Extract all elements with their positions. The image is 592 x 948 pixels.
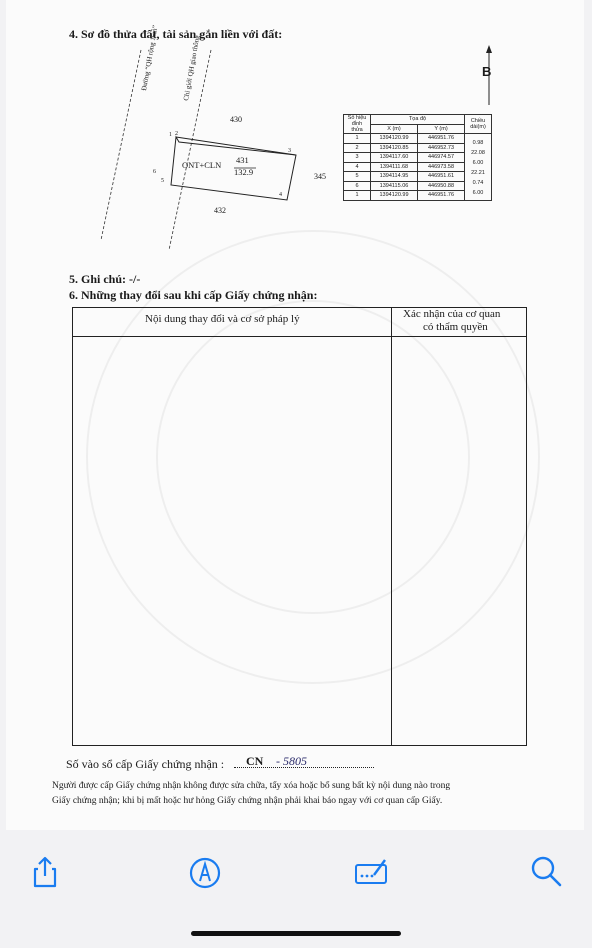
table-cell: 1394120.99: [371, 134, 418, 144]
length-value: 6.00: [472, 190, 484, 196]
changes-col1-header: Nội dung thay đổi và cơ sở pháp lý: [145, 313, 300, 325]
changes-table: [72, 307, 527, 746]
home-indicator[interactable]: [191, 931, 401, 936]
changes-header-divider: [73, 336, 526, 337]
vertex-4: 4: [279, 192, 282, 198]
table-cell: 2: [344, 143, 371, 153]
header-point: Số hiệu đỉnh thửa: [344, 115, 371, 134]
section6-title: 6. Những thay đổi sau khi cấp Giấy chứng nhận:: [69, 288, 318, 302]
road-boundary-label: Chỉ giới QH giao thông: [182, 34, 202, 102]
header-y: Y (m): [418, 124, 465, 134]
parcel-430-label: 430: [230, 115, 242, 124]
table-cell: 1394111.68: [371, 162, 418, 172]
parcel-number: 431: [236, 155, 249, 165]
length-value: 22.08: [471, 150, 485, 156]
markup-icon[interactable]: [188, 856, 222, 890]
signature-icon[interactable]: [354, 855, 388, 889]
table-cell: 446950.88: [418, 181, 465, 191]
register-dotted-line: [234, 767, 374, 768]
header-coord: Tọa độ: [371, 115, 465, 125]
section5-title: 5. Ghi chú: -/-: [69, 272, 141, 286]
vertex-2: 2: [175, 131, 178, 137]
table-cell: 1: [344, 191, 371, 201]
table-cell: 446951.76: [418, 191, 465, 201]
length-value: 22.21: [471, 170, 485, 176]
length-value: 0.98: [472, 140, 484, 146]
table-cell: 446951.61: [418, 172, 465, 182]
share-icon[interactable]: [28, 855, 62, 889]
document-page: [6, 0, 584, 830]
parcel-land-use: ONT+CLN: [182, 160, 222, 170]
note-line-2: Giấy chứng nhận; khi bị mất hoặc hư hỏng Giấy chứng nhận phải khai báo ngay với cơ quan cấp Giấy.: [52, 796, 443, 806]
changes-col2-header-2: có thẩm quyền: [423, 321, 488, 333]
parcel-432-label: 432: [214, 206, 226, 215]
search-icon[interactable]: [529, 854, 563, 888]
header-length: Chiều dài(m): [465, 115, 492, 134]
vertex-1: 1: [169, 132, 172, 138]
vertex-3: 3: [288, 148, 291, 154]
changes-col2-header-1: Xác nhận của cơ quan: [403, 308, 501, 320]
road-label: Đường “QH rộng 16m”: [140, 24, 160, 92]
length-value: 0.74: [472, 180, 484, 186]
register-value: CN: [246, 754, 264, 768]
table-cell: 1394120.99: [371, 191, 418, 201]
table-cell: 6: [344, 181, 371, 191]
changes-column-content: [73, 308, 392, 745]
note-line-1: Người được cấp Giấy chứng nhận không được sửa chữa, tẩy xóa hoặc bổ sung bất kỳ nội dung nào trong: [52, 781, 451, 791]
parcel-area: 132.9: [234, 167, 254, 177]
register-label: Số vào sổ cấp Giấy chứng nhận :: [66, 757, 225, 771]
parcel-345-label: 345: [314, 172, 326, 181]
vertex-5: 5: [161, 178, 164, 184]
table-cell: 5: [344, 172, 371, 182]
table-cell: 446952.73: [418, 143, 465, 153]
table-cell: 1394115.06: [371, 181, 418, 191]
table-cell: 446973.58: [418, 162, 465, 172]
table-cell: 4: [344, 162, 371, 172]
table-cell: 1394120.85: [371, 143, 418, 153]
length-value: 6.00: [472, 160, 484, 166]
table-cell: 446951.76: [418, 134, 465, 144]
length-column: [465, 134, 492, 201]
table-cell: 1394114.95: [371, 172, 418, 182]
table-cell: 446974.57: [418, 153, 465, 163]
header-x: X (m): [371, 124, 418, 134]
vertex-6: 6: [153, 169, 156, 175]
register-handwritten: - 5805: [276, 754, 307, 768]
section4-title: 4. Sơ đồ thửa đất, tài sản gắn liền với đất:: [69, 27, 283, 41]
coordinate-table: [343, 114, 492, 201]
table-cell: 1394117.60: [371, 153, 418, 163]
table-cell: 3: [344, 153, 371, 163]
north-label: B: [482, 64, 492, 79]
table-cell: 1: [344, 134, 371, 144]
